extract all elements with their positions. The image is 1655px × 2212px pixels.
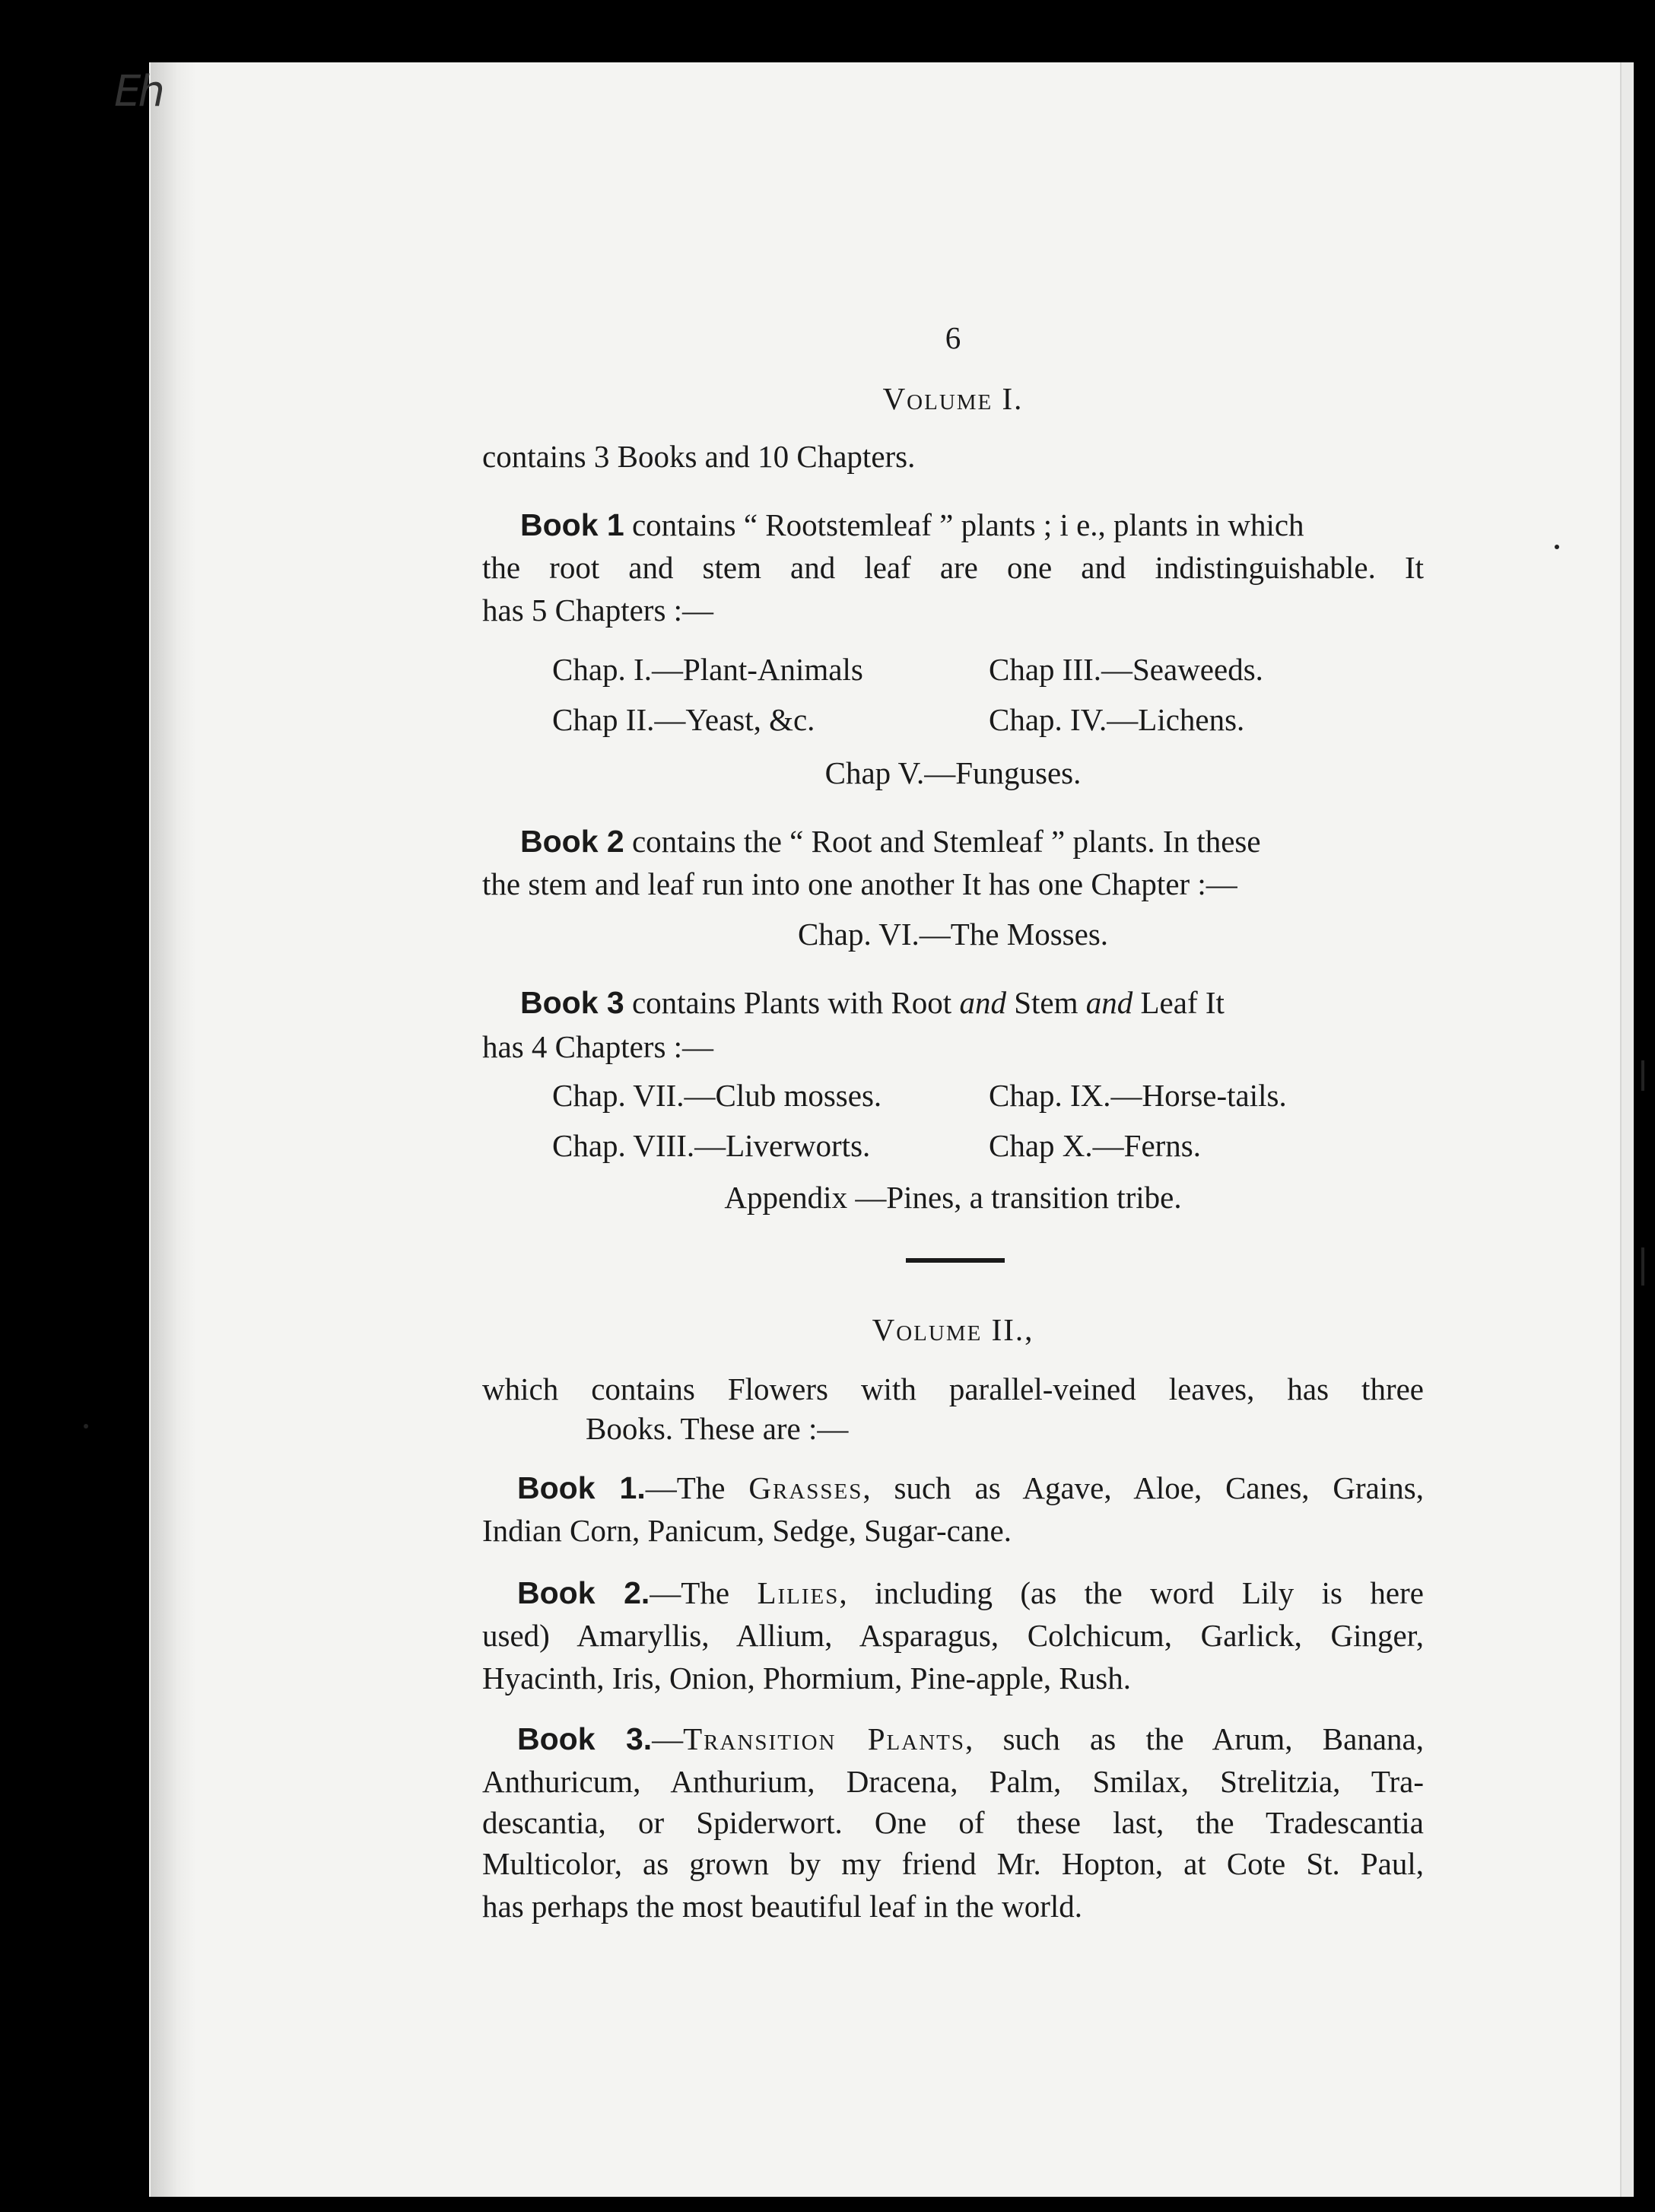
v2-book2-line1 bbox=[517, 1575, 1424, 1610]
v1-book3-appendix: Appendix —Pines, a transition tribe. bbox=[724, 1180, 1182, 1215]
v1-book3-text-a: contains Plants with Root bbox=[624, 985, 960, 1020]
v2-book3-label: Book 3. bbox=[517, 1721, 653, 1756]
corner-mark: Eh bbox=[114, 67, 162, 116]
v2-book1-dash: —The bbox=[645, 1470, 749, 1505]
v1-book3-label: Book 3 bbox=[520, 985, 624, 1020]
v1-book1-chapter: Chap. I.—Plant-Animals bbox=[552, 652, 863, 687]
v1-book2-line1-text: contains the “ Root and Stemleaf ” plants. In these bbox=[624, 824, 1261, 859]
v2-book1-label: Book 1. bbox=[517, 1470, 646, 1505]
v2-book3-line3: descantia, or Spiderwort. One of these last, the Tradescantia bbox=[482, 1805, 1424, 1840]
scan-speck bbox=[1641, 1060, 1644, 1091]
v2-book2-label: Book 2. bbox=[517, 1575, 650, 1610]
v1-book3-chapter: Chap. VII.—Club mosses. bbox=[552, 1078, 882, 1113]
v2-book3-dash: — bbox=[652, 1721, 684, 1756]
v1-book2-chapter: Chap. VI.—The Mosses. bbox=[797, 917, 1109, 952]
v2-book1-line1 bbox=[517, 1470, 1424, 1505]
v1-book3-chapter: Chap X.—Ferns. bbox=[989, 1128, 1202, 1163]
volume1-heading: Volume I. bbox=[882, 381, 1024, 416]
section-divider bbox=[906, 1258, 1005, 1263]
v1-book3-chapter: Chap. IX.—Horse-tails. bbox=[989, 1078, 1287, 1113]
v1-book1-line3: has 5 Chapters :— bbox=[482, 593, 714, 628]
v2-book2-line3: Hyacinth, Iris, Onion, Phormium, Pine-apple, Rush. bbox=[482, 1661, 1131, 1696]
v1-book3-line2: has 4 Chapters :— bbox=[482, 1029, 714, 1064]
v2-book1-title: Grasses bbox=[748, 1470, 863, 1505]
v1-book3-and-2: and bbox=[1085, 985, 1133, 1020]
v2-book2-line2: used) Amaryllis, Allium, Asparagus, Colchicum, Garlick, Ginger, bbox=[482, 1618, 1424, 1653]
v2-book3-line4: Multicolor, as grown by my friend Mr. Hopton, at Cote St. Paul, bbox=[482, 1846, 1424, 1881]
v1-book2-label: Book 2 bbox=[520, 824, 624, 859]
v1-book1-chapter: Chap III.—Seaweeds. bbox=[989, 652, 1263, 687]
v1-book1-chapter: Chap V.—Funguses. bbox=[824, 755, 1082, 790]
v1-book1-line1 bbox=[520, 507, 1424, 542]
v2-book2-title: Lilies bbox=[757, 1575, 840, 1610]
v1-book3-text-b: Stem bbox=[1005, 985, 1086, 1020]
v1-book1-line1-text: contains “ Rootstemleaf ” plants ; i e., plants in which bbox=[624, 507, 1304, 542]
v2-book3-line1 bbox=[517, 1721, 1424, 1756]
volume2-heading: Volume II., bbox=[872, 1312, 1034, 1347]
v1-book1-line2: the root and stem and leaf are one and indistinguishable. It bbox=[482, 550, 1424, 585]
volume2-intro-1: which contains Flowers with parallel-veined leaves, has three bbox=[482, 1371, 1424, 1406]
v1-book3-chapter: Chap. VIII.—Liverworts. bbox=[552, 1128, 871, 1163]
v1-book2-line1 bbox=[520, 826, 1424, 857]
v1-book1-chapter: Chap. IV.—Lichens. bbox=[989, 702, 1245, 737]
v1-book3-line1 bbox=[520, 987, 1424, 1019]
scan-speck bbox=[1641, 1247, 1644, 1286]
v2-book1-rest: , such as Agave, Aloe, Canes, Grains, bbox=[862, 1470, 1424, 1505]
v1-book1-label: Book 1 bbox=[520, 507, 624, 542]
v2-book3-line5: has perhaps the most beautiful leaf in the world. bbox=[482, 1889, 1083, 1924]
scan-speck bbox=[1555, 545, 1559, 549]
v1-book2-line2: the stem and leaf run into one another It has one Chapter :— bbox=[482, 866, 1237, 901]
v2-book3-title: Transition Plants bbox=[683, 1721, 966, 1756]
v2-book2-dash: —The bbox=[650, 1575, 758, 1610]
scan-speck bbox=[84, 1424, 88, 1429]
v1-book1-chapter: Chap II.—Yeast, &c. bbox=[552, 702, 815, 737]
volume2-intro-2: Books. These are :— bbox=[586, 1411, 849, 1446]
v1-book3-and-1: and bbox=[959, 985, 1006, 1020]
volume1-intro: contains 3 Books and 10 Chapters. bbox=[482, 439, 916, 474]
v2-book3-line2: Anthuricum, Anthurium, Dracena, Palm, Smilax, Strelitzia, Tra- bbox=[482, 1764, 1424, 1799]
v1-book3-text-c: Leaf It bbox=[1132, 985, 1225, 1020]
v2-book2-rest: , including (as the word Lily is here bbox=[839, 1575, 1424, 1610]
page-number: 6 bbox=[945, 320, 961, 355]
v2-book1-line2: Indian Corn, Panicum, Sedge, Sugar-cane. bbox=[482, 1513, 1012, 1548]
v2-book3-rest: , such as the Arum, Banana, bbox=[965, 1721, 1424, 1756]
